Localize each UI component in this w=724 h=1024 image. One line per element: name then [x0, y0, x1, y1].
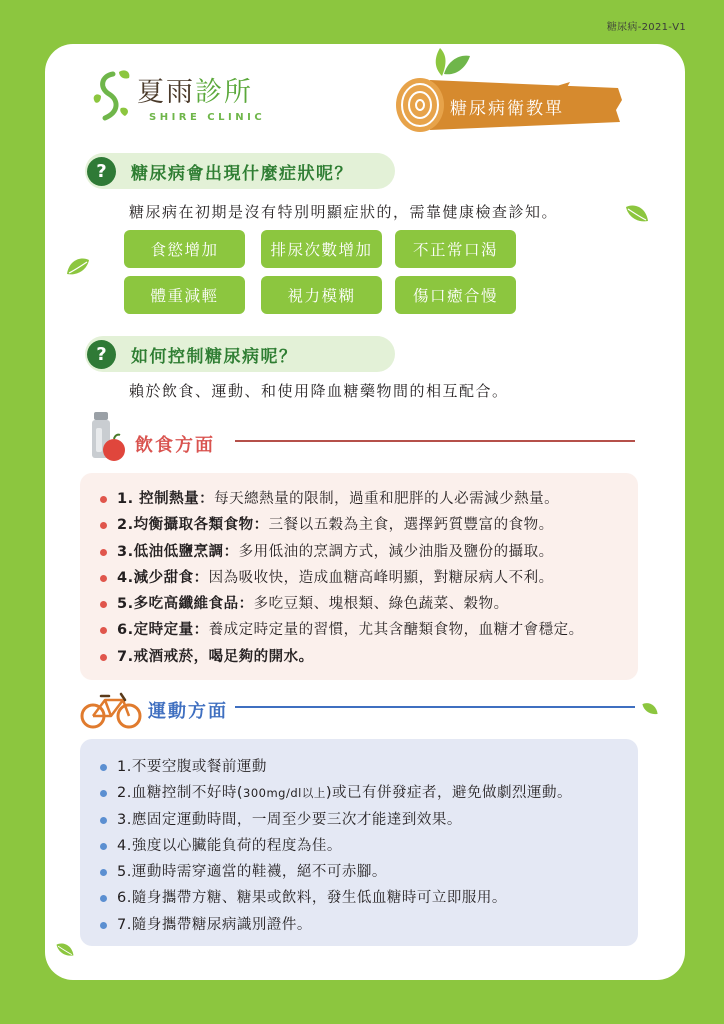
list-item: 1. 控制熱量：每天總熱量的限制，過重和肥胖的人必需減少熱量。 [100, 486, 584, 512]
clinic-logo [91, 68, 281, 132]
list-item: 2.均衡攝取各類食物：三餐以五穀為主食，選擇鈣質豐富的食物。 [100, 512, 584, 538]
question-title: 如何控制糖尿病呢？ [131, 346, 298, 367]
list-item: 5.運動時需穿適當的鞋襪，絕不可赤腳。 [100, 859, 572, 885]
symptom-tag: 食慾增加 [124, 230, 245, 268]
symptom-tag: 視力模糊 [261, 276, 382, 314]
clinic-subtitle: SHIRE CLINIC [149, 112, 266, 123]
question-title: 糖尿病會出現什麼症狀呢？ [131, 163, 353, 184]
list-item: 2.血糖控制不好時(300mg/dl以上)或已有併發症者，避免做劇烈運動。 [100, 780, 572, 806]
list-item: 1.不要空腹或餐前運動 [100, 754, 572, 780]
leaf-icon [624, 203, 650, 225]
list-item: 3.低油低鹽烹調：多用低油的烹調方式，減少油脂及鹽份的攝取。 [100, 539, 584, 565]
diet-title: 飲食方面 [135, 435, 215, 456]
leaf-icon [641, 701, 659, 717]
question-icon: ? [87, 157, 116, 186]
exercise-title: 運動方面 [148, 701, 228, 722]
question-icon: ? [87, 340, 116, 369]
symptom-tag: 不正常口渴 [395, 230, 516, 268]
list-item: 3.應固定運動時間，一周至少要三次才能達到效果。 [100, 807, 572, 833]
control-intro: 賴於飲食、運動、和使用降血糖藥物間的相互配合。 [129, 382, 509, 400]
symptom-tag: 體重減輕 [124, 276, 245, 314]
list-item: 7.戒酒戒菸，喝足夠的開水。 [100, 644, 584, 670]
divider [235, 706, 635, 708]
list-item: 4.減少甜食：因為吸收快，造成血糖高峰明顯，對糖尿病人不利。 [100, 565, 584, 591]
list-item: 5.多吃高纖維食品：多吃豆類、塊根類、綠色蔬菜、穀物。 [100, 591, 584, 617]
clinic-name: 夏雨診所 [137, 77, 253, 108]
symptom-tag: 排尿次數增加 [261, 230, 382, 268]
leaf-icon [55, 941, 75, 959]
document-code: 糖尿病-2021-V1 [606, 22, 686, 33]
question-heading-symptoms [85, 153, 395, 189]
logo-leaf-icon [91, 68, 133, 124]
symptom-tag: 傷口癒合慢 [395, 276, 516, 314]
list-item: 4.強度以心臟能負荷的程度為佳。 [100, 833, 572, 859]
leaf-icon [65, 256, 91, 278]
bicycle-icon [80, 688, 142, 730]
divider [235, 440, 635, 442]
list-item: 7.隨身攜帶糖尿病識別證件。 [100, 912, 572, 938]
list-item: 6.定時定量：養成定時定量的習慣，尤其含醣類食物，血糖才會穩定。 [100, 617, 584, 643]
bottle-apple-icon [90, 410, 130, 462]
symptoms-intro: 糖尿病在初期是沒有特別明顯症狀的，需靠健康檢查診知。 [129, 203, 559, 221]
question-heading-control [85, 336, 395, 372]
exercise-list [100, 754, 572, 938]
list-item: 6.隨身攜帶方糖、糖果或飲料，發生低血糖時可立即服用。 [100, 885, 572, 911]
banner-title: 糖尿病衛教單 [450, 99, 564, 119]
title-banner [390, 48, 630, 144]
diet-list [100, 486, 584, 670]
